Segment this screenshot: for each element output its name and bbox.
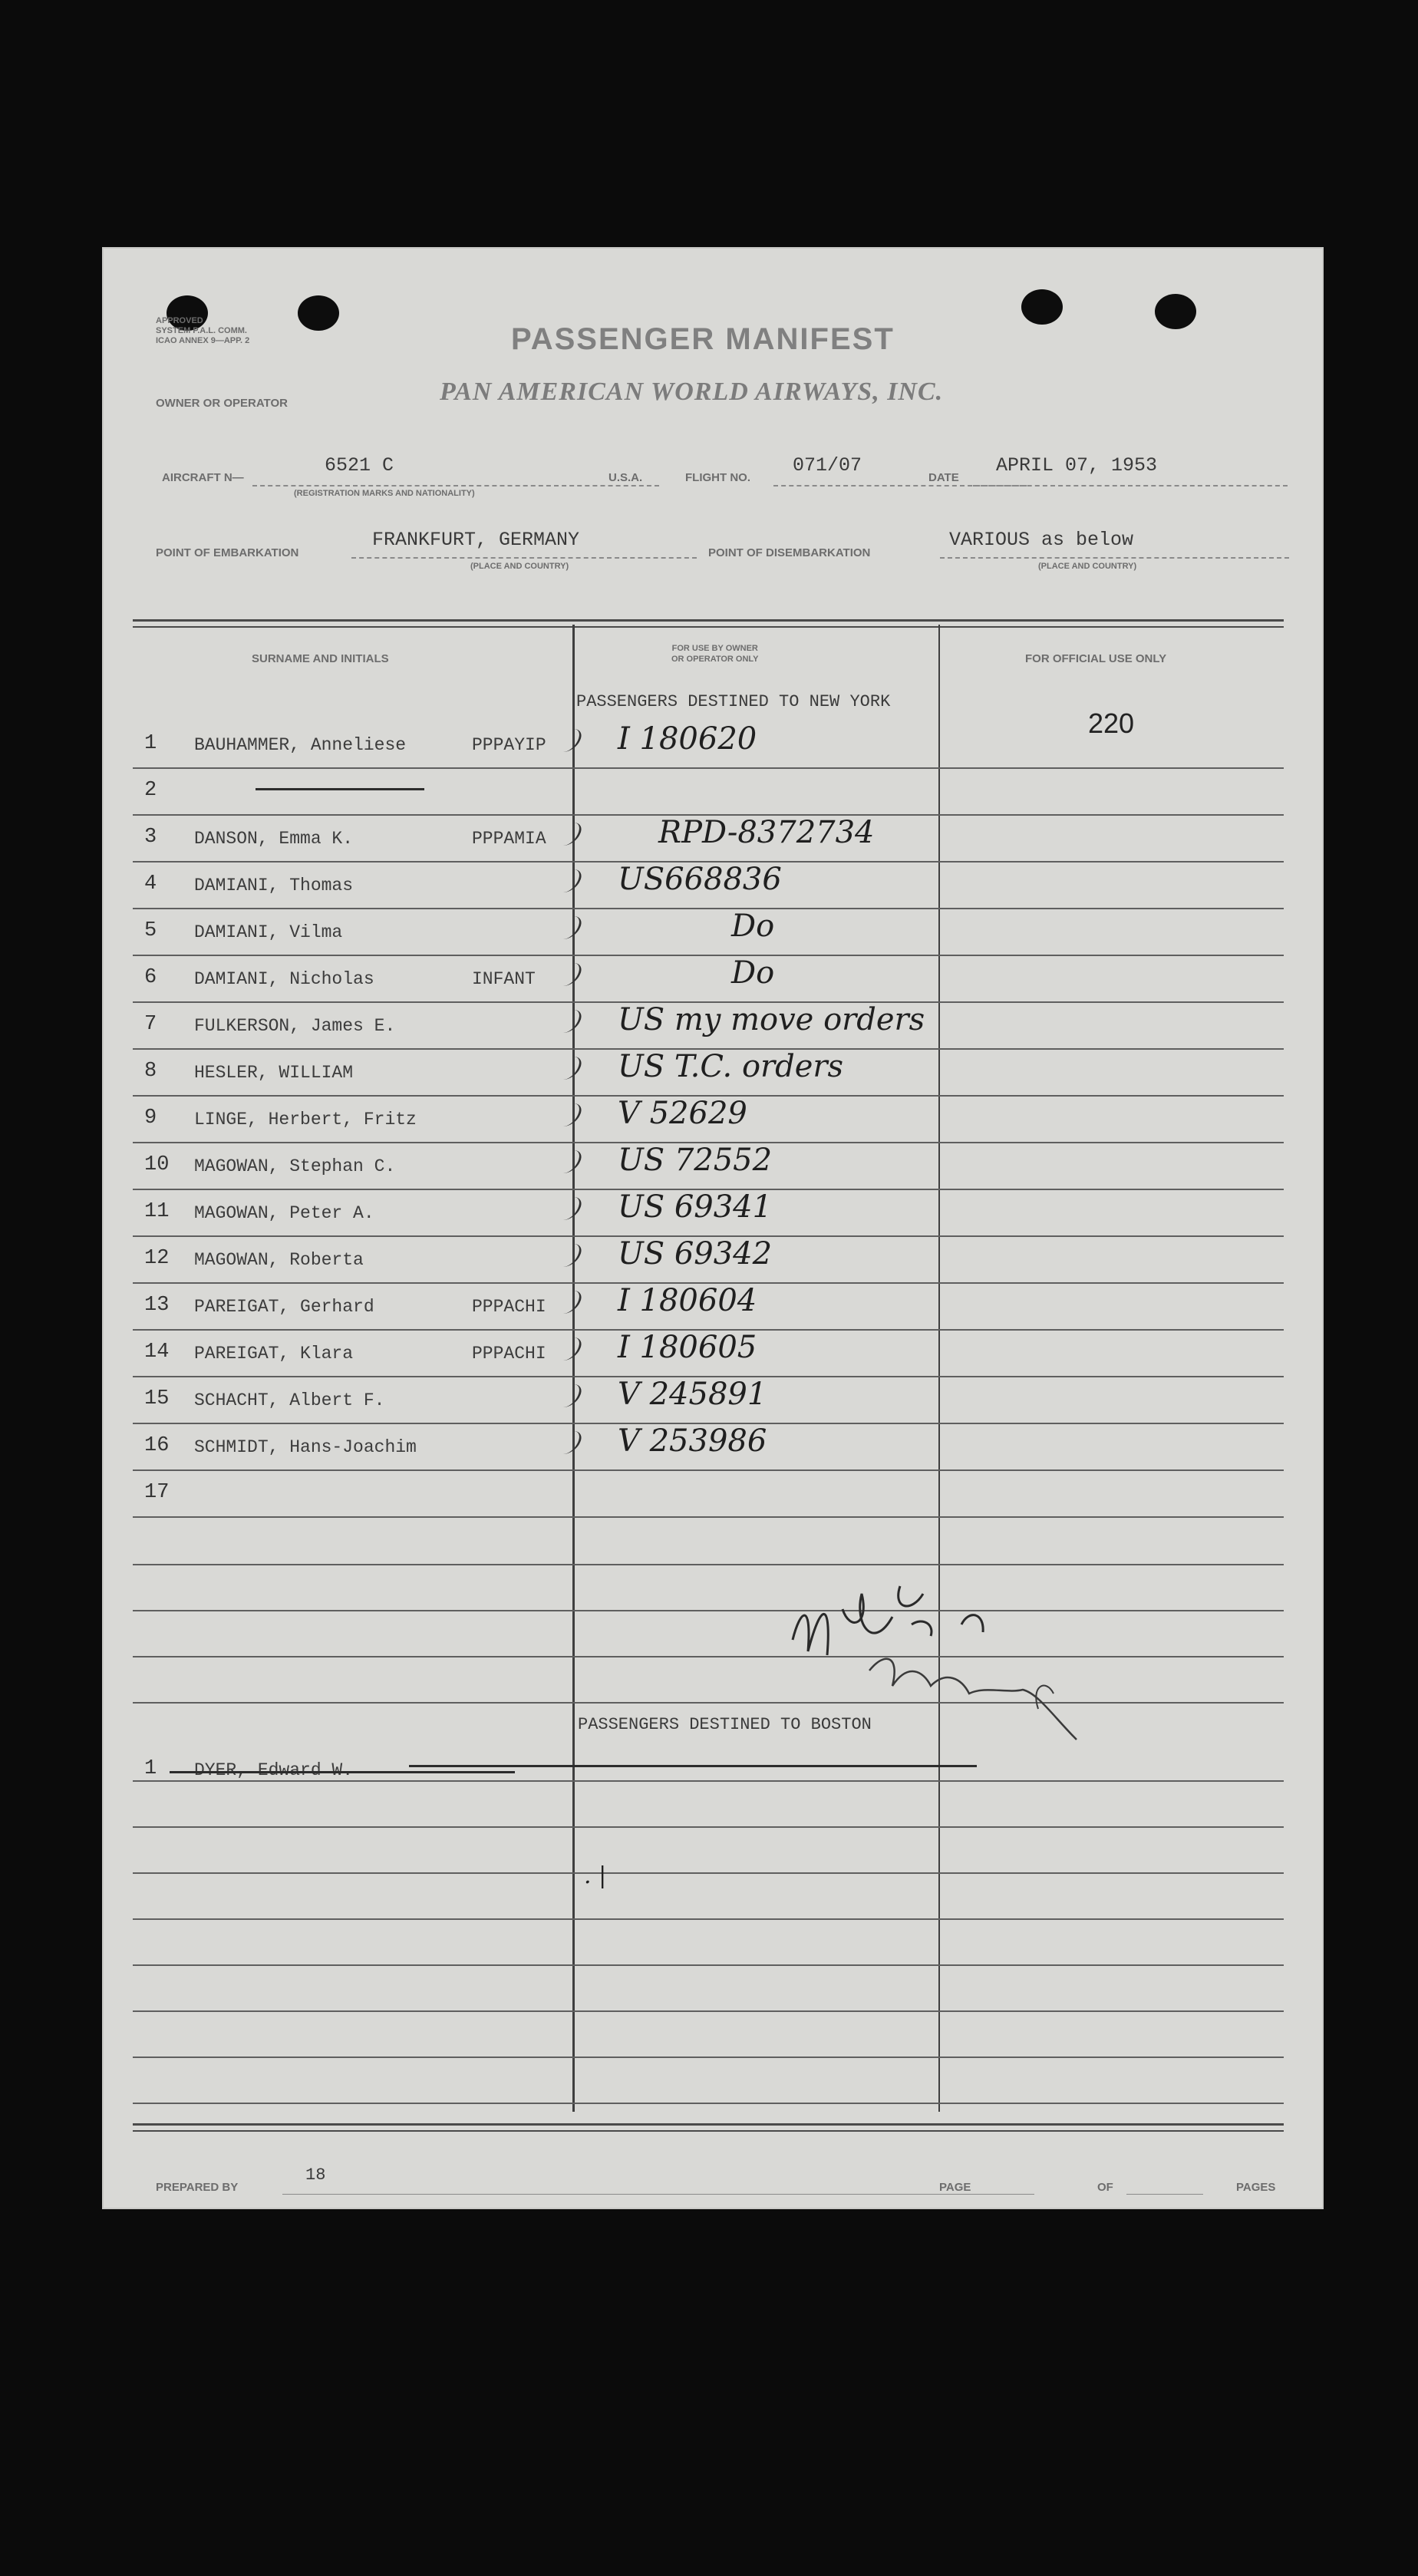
registration-caption: (REGISTRATION MARKS AND NATIONALITY) — [294, 489, 475, 498]
handwritten-document-number: US668836 — [618, 862, 782, 897]
passenger-name: DANSON, Emma K. — [194, 829, 354, 849]
handwritten-document-number: Do — [731, 955, 775, 991]
date-value: APRIL 07, 1953 — [996, 454, 1158, 477]
strike-through — [409, 1765, 977, 1767]
passenger-name: PAREIGAT, Gerhard — [194, 1297, 374, 1317]
disembark-line — [940, 557, 1289, 559]
check-mark — [457, 823, 585, 846]
prepared-by-label: PREPARED BY — [156, 2181, 239, 2194]
check-mark — [457, 1291, 585, 1314]
column-header-official: FOR OFFICIAL USE ONLY — [1025, 652, 1167, 665]
check-mark — [457, 729, 585, 752]
handwritten-document-number: V 245891 — [618, 1377, 767, 1412]
check-mark — [457, 1103, 585, 1126]
check-mark — [457, 1244, 585, 1267]
stray-mark: . | — [584, 1862, 607, 1889]
owner-label: OWNER OR OPERATOR — [156, 397, 288, 410]
disembark-label: POINT OF DISEMBARKATION — [708, 546, 871, 559]
check-mark — [457, 1197, 585, 1220]
boston-rule — [133, 2010, 1284, 2012]
column-header-line: OR OPERATOR ONLY — [671, 655, 759, 664]
embark-line — [351, 557, 697, 559]
check-mark — [457, 1337, 585, 1361]
section-boston: PASSENGERS DESTINED TO BOSTON — [578, 1715, 872, 1734]
passenger-name: PAREIGAT, Klara — [194, 1344, 354, 1364]
check-mark — [457, 963, 585, 986]
boston-rule — [133, 1826, 1284, 1828]
table-top-rule — [133, 619, 1284, 628]
passenger-name: MAGOWAN, Roberta — [194, 1250, 364, 1270]
check-mark — [457, 916, 585, 939]
row-rule — [133, 908, 1284, 909]
prepared-line — [282, 2194, 1034, 2195]
column-divider — [572, 625, 575, 2112]
embark-label: POINT OF EMBARKATION — [156, 546, 299, 559]
row-number: 13 — [144, 1294, 170, 1317]
passenger-name: MAGOWAN, Peter A. — [194, 1203, 374, 1223]
manifest-sheet — [102, 247, 1324, 2209]
owner-value: PAN AMERICAN WORLD AIRWAYS, INC. — [440, 378, 944, 406]
passenger-code: PPPAYIP — [472, 735, 546, 755]
passenger-code: PPPACHI — [472, 1297, 546, 1317]
handwritten-document-number: US 69342 — [618, 1236, 773, 1272]
row-rule — [133, 955, 1284, 956]
flight-value: 071/07 — [793, 454, 862, 477]
aircraft-label: AIRCRAFT N— — [162, 471, 244, 484]
date-line — [973, 485, 1288, 487]
approval-line: APPROVED — [156, 316, 203, 325]
date-label: DATE — [928, 471, 959, 484]
row-number: 14 — [144, 1341, 170, 1364]
passenger-name: DAMIANI, Vilma — [194, 922, 343, 942]
boston-rule — [133, 1918, 1284, 1920]
boston-rule — [133, 1780, 1284, 1782]
row-number: 10 — [144, 1153, 170, 1176]
boston-rule — [133, 1964, 1284, 1966]
column-divider — [938, 625, 940, 2112]
handwritten-document-number: US my move orders — [618, 1002, 925, 1037]
row-number: 9 — [144, 1107, 157, 1130]
row-number: 3 — [144, 826, 157, 849]
embark-value: FRANKFURT, GERMANY — [372, 529, 580, 551]
passenger-name: FULKERSON, James E. — [194, 1016, 396, 1036]
row-number: 12 — [144, 1247, 170, 1270]
passenger-name: HESLER, WILLIAM — [194, 1063, 354, 1083]
passenger-name: MAGOWAN, Stephan C. — [194, 1156, 396, 1176]
row-number: 5 — [144, 919, 157, 942]
handwritten-document-number: US T.C. orders — [618, 1049, 844, 1084]
approval-note — [156, 316, 249, 346]
blank-rule — [133, 1656, 1284, 1657]
approval-line: ICAO ANNEX 9—APP. 2 — [156, 336, 250, 345]
punch-hole — [298, 295, 339, 331]
handwritten-document-number: US 69341 — [618, 1189, 773, 1225]
disembark-caption: (PLACE AND COUNTRY) — [1038, 562, 1137, 571]
handwritten-signature — [777, 1578, 1100, 1747]
passenger-name: BAUHAMMER, Anneliese — [194, 735, 407, 755]
row-number: 8 — [144, 1060, 157, 1083]
check-mark — [457, 1150, 585, 1173]
handwritten-document-number: I 180604 — [618, 1283, 757, 1318]
of-label: OF — [1097, 2181, 1113, 2194]
disembark-value: VARIOUS as below — [949, 529, 1134, 551]
boston-rule — [133, 2057, 1284, 2058]
approval-line: SYSTEM P.A.L. COMM. — [156, 326, 247, 335]
check-mark — [457, 1010, 585, 1033]
row-number: 4 — [144, 872, 157, 895]
page-title: PASSENGER MANIFEST — [511, 322, 895, 356]
prepared-by-value: 18 — [305, 2165, 326, 2185]
strike-through — [170, 1771, 515, 1773]
passenger-name: DYER, Edward W. — [194, 1760, 354, 1780]
row-rule — [133, 1469, 1284, 1471]
aircraft-line — [252, 485, 659, 487]
passenger-name: DAMIANI, Nicholas — [194, 969, 374, 989]
row-number: 2 — [144, 779, 157, 802]
row-rule — [133, 1516, 1284, 1518]
page-label: PAGE — [939, 2181, 971, 2194]
official-number: 220 — [1088, 707, 1135, 739]
punch-hole — [1021, 289, 1063, 325]
usa-label: U.S.A. — [608, 471, 643, 484]
check-mark — [457, 869, 585, 892]
table-bottom-rule — [133, 2123, 1284, 2132]
handwritten-document-number: US 72552 — [618, 1143, 773, 1178]
row-rule — [133, 767, 1284, 769]
check-mark — [457, 1384, 585, 1407]
underline-mark — [256, 788, 424, 790]
embark-caption: (PLACE AND COUNTRY) — [470, 562, 569, 571]
passenger-name: SCHMIDT, Hans-Joachim — [194, 1437, 417, 1457]
passenger-name: SCHACHT, Albert F. — [194, 1390, 385, 1410]
handwritten-document-number: V 52629 — [618, 1096, 747, 1131]
flight-label: FLIGHT NO. — [685, 471, 750, 484]
column-header-surname: SURNAME AND INITIALS — [252, 652, 389, 665]
boston-rule — [133, 2103, 1284, 2104]
handwritten-document-number: I 180620 — [618, 721, 757, 757]
section-new-york: PASSENGERS DESTINED TO NEW YORK — [576, 692, 891, 711]
handwritten-document-number: I 180605 — [618, 1330, 757, 1365]
row-number: 1 — [144, 732, 157, 755]
row-number: 15 — [144, 1387, 170, 1410]
passenger-code: PPPAMIA — [472, 829, 546, 849]
handwritten-document-number: Do — [731, 909, 775, 944]
row-number: 16 — [144, 1434, 170, 1457]
passenger-name: LINGE, Herbert, Fritz — [194, 1110, 417, 1130]
blank-rule — [133, 1610, 1284, 1611]
column-header-owner-use — [671, 643, 758, 665]
check-mark — [457, 1057, 585, 1080]
row-number: 17 — [144, 1481, 170, 1504]
pages-label: PAGES — [1236, 2181, 1276, 2194]
handwritten-document-number: V 253986 — [618, 1423, 767, 1459]
passenger-name: DAMIANI, Thomas — [194, 876, 354, 895]
passenger-code: PPPACHI — [472, 1344, 546, 1364]
check-mark — [457, 1431, 585, 1454]
aircraft-value: 6521 C — [325, 454, 394, 477]
row-number: 1 — [144, 1757, 157, 1780]
row-number: 11 — [144, 1200, 170, 1223]
row-number: 7 — [144, 1013, 157, 1036]
passenger-code: INFANT — [472, 969, 536, 989]
column-header-line: FOR USE BY OWNER — [671, 644, 758, 653]
boston-rule — [133, 1872, 1284, 1874]
handwritten-document-number: RPD-8372734 — [658, 815, 875, 850]
pages-line — [1126, 2194, 1203, 2195]
blank-rule — [133, 1702, 1284, 1704]
punch-hole — [1155, 294, 1196, 329]
blank-rule — [133, 1564, 1284, 1565]
row-number: 6 — [144, 966, 157, 989]
